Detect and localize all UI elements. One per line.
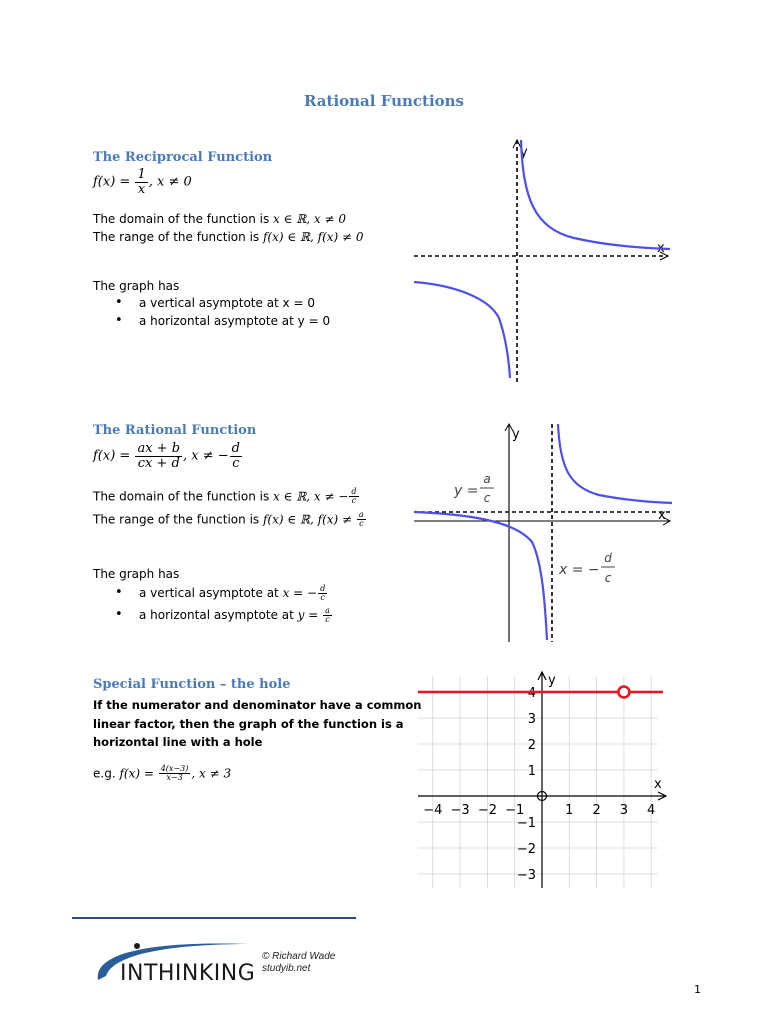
x-axis-label: x [654,777,662,792]
page-number: 1 [694,983,701,996]
list-item: • a horizontal asymptote at y = $\frac{a}{c}$ [93,604,333,626]
grid [418,676,658,888]
x-axis-label: x [657,241,665,256]
section-heading-reciprocal: The Reciprocal Function [93,150,273,165]
hole-function [418,687,663,698]
y-tick-label: 1 [527,764,536,779]
list-item: • a horizontal asymptote at y = 0 [93,312,330,330]
y-tick-label: 3 [527,712,536,727]
v-asymptote-label [558,551,615,585]
footer-divider [72,917,356,919]
y-tick-label: 2 [527,738,536,753]
svg-text:x = −: x = − [559,562,600,578]
x-tick-label: −1 [505,803,525,818]
svg-text:a: a [483,472,491,486]
reciprocal-domain: The domain of the function is x ∈ ℝ, x ≠ 0 [93,212,346,226]
curve-branch-left [414,282,510,378]
hole-graph [418,666,668,888]
y-axis-label: y [548,673,556,688]
hole-description: If the numerator and denominator have a common linear factor, then the graph of the function is a horizontal line with a hole [93,698,422,749]
x-tick-label: −4 [423,803,443,818]
svg-text:y =: y = [454,483,479,499]
page-title: Rational Functions [303,92,465,110]
section-heading-hole: Special Function – the hole [93,677,291,692]
svg-text:INTHINKING: INTHINKING [120,961,256,986]
svg-text:d: d [604,551,612,565]
svg-text:c: c [604,571,612,585]
rational-bullets [93,582,333,626]
y-tick-label: −3 [516,868,536,883]
axis-ticks [423,686,655,883]
y-tick-label: 4 [527,686,536,701]
y-axis-label: y [512,427,520,442]
rational-graph-has: The graph has [93,567,180,581]
x-tick-label: 1 [565,803,574,818]
reciprocal-graph [414,138,674,382]
inthinking-logo [92,930,262,986]
x-tick-label: −2 [477,803,497,818]
hole-example: e.g. f(x) = $\frac{4(x-3)}{x-3}$ , x ≠ 3 [93,764,232,783]
curve-branch-left [414,512,547,640]
x-axis-label: x [658,508,666,523]
list-item: • a vertical asymptote at x = 0 [93,294,330,312]
hole-marker [618,687,629,698]
reciprocal-graph-has: The graph has [93,279,180,293]
rational-formula: f(x) = $\frac{ax + b}{cx + d}$ , x ≠ − $\frac{d}{c}$ [93,441,240,471]
y-tick-label: −2 [516,842,536,857]
reciprocal-formula: f(x) = $\frac{1}{x}$ , x ≠ 0 [93,167,192,197]
rational-range: The range of the function is f(x) ∈ ℝ, f(x) ≠ $\frac{a}{c}$ [93,510,364,529]
x-tick-label: 2 [592,803,601,818]
h-asymptote-label [453,472,494,505]
x-tick-label: 4 [647,803,656,818]
section-heading-rational: The Rational Function [93,423,257,438]
reciprocal-bullets [93,294,330,330]
y-tick-label: −1 [516,816,536,831]
curve-branch-right [558,424,672,503]
list-item: • a vertical asymptote at x = − $\frac{d}{c}$ [93,582,333,604]
rational-domain: The domain of the function is x ∈ ℝ, x ≠ − $\frac{d}{c}$ [93,487,357,506]
reciprocal-range: The range of the function is f(x) ∈ ℝ, f(x) ≠ 0 [93,230,364,244]
x-tick-label: −3 [450,803,470,818]
curve-branch-right [521,140,670,249]
x-tick-label: 3 [619,803,629,818]
svg-text:c: c [483,491,491,505]
y-axis-label: y [520,145,528,160]
copyright: © Richard Wade studyib.net [262,951,336,974]
rational-graph [414,422,674,642]
